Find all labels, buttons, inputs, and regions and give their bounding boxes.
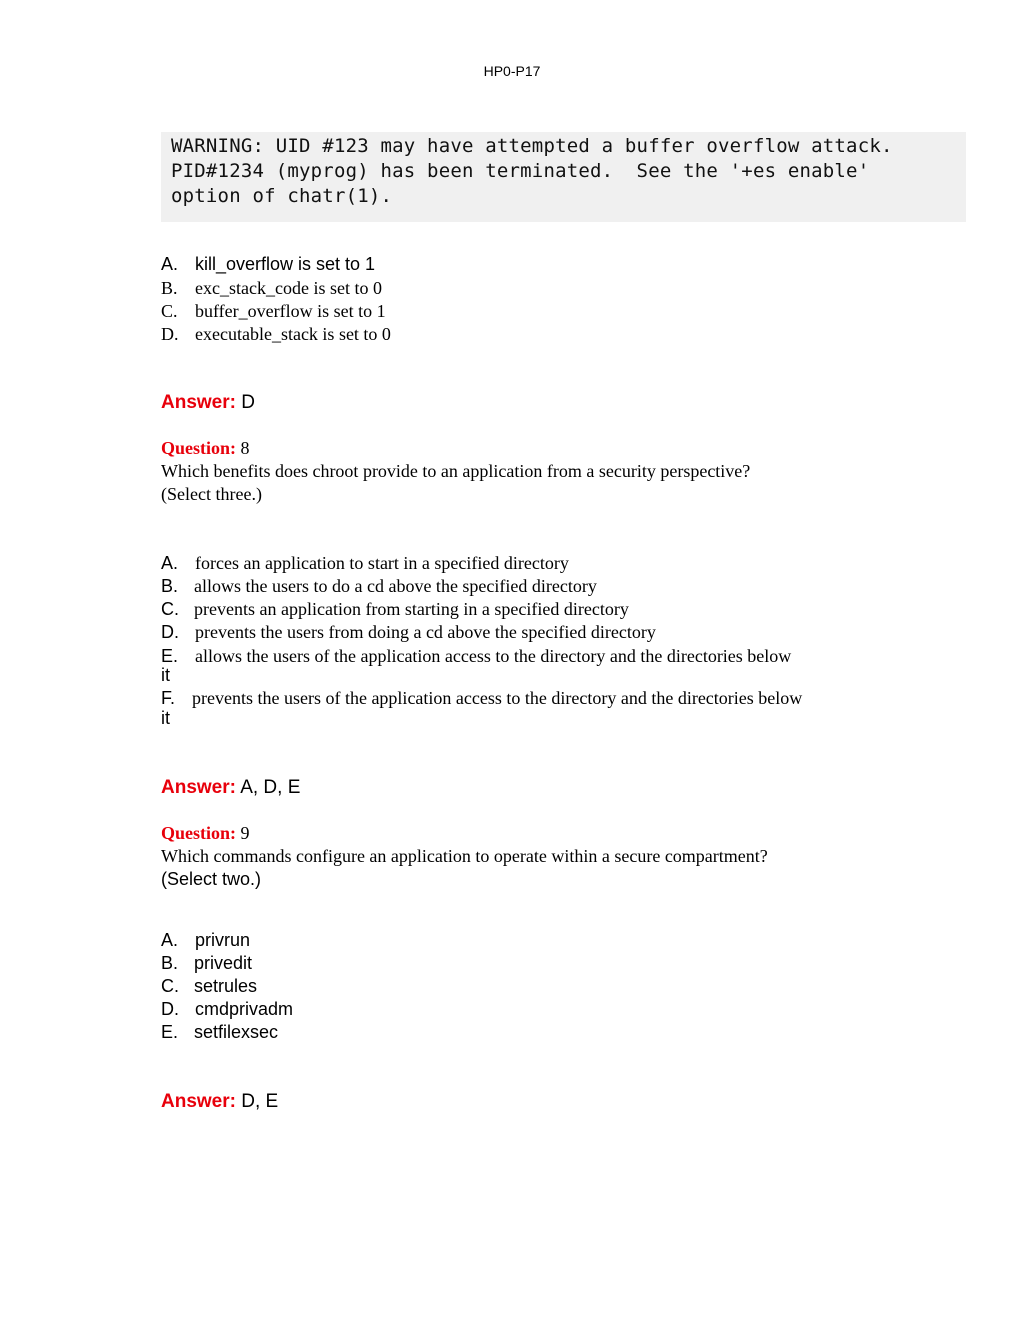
- option-e: E. setfilexsec: [161, 1022, 279, 1042]
- answer-8: Answer: A, D, E: [161, 777, 301, 798]
- option-c: C. setrules: [161, 976, 258, 996]
- question-number: 9: [240, 823, 250, 843]
- option-b: B. exc_stack_code is set to 0: [161, 278, 382, 298]
- option-a: A. kill_overflow is set to 1: [161, 254, 376, 274]
- option-c: C. prevents an application from starting in a specified directory: [161, 599, 629, 619]
- option-c: C. buffer_overflow is set to 1: [161, 301, 386, 321]
- warning-line: WARNING: UID #123 may have attempted a buffer overflow attack.: [171, 135, 893, 157]
- option-d: D. executable_stack is set to 0: [161, 324, 391, 344]
- answer-9: Answer: D, E: [161, 1091, 279, 1112]
- warning-line: PID#1234 (myprog) has been terminated. See the '+es enable': [171, 160, 870, 182]
- option-a: A. forces an application to start in a specified directory: [161, 553, 569, 573]
- option-f: F. prevents the users of the application access to the directory and the directories below: [161, 688, 803, 708]
- option-b: B. privedit: [161, 953, 253, 973]
- question-number: 8: [240, 438, 250, 458]
- option-e: E. allows the users of the application access to the directory and the directories below: [161, 646, 792, 666]
- question-select: (Select two.): [161, 869, 262, 889]
- warning-line: option of chatr(1).: [171, 185, 393, 207]
- option-d: D. prevents the users from doing a cd above the specified directory: [161, 622, 656, 642]
- option-b: B. allows the users to do a cd above the specified directory: [161, 576, 597, 596]
- option-a: A. privrun: [161, 930, 251, 950]
- question-label: Question:: [161, 438, 237, 458]
- question-select: (Select three.): [161, 484, 262, 504]
- option-d: D. cmdprivadm: [161, 999, 294, 1019]
- page-header: HP0-P17: [483, 63, 541, 79]
- option-e-wrap: it: [161, 665, 170, 685]
- question-text: Which commands configure an application to operate within a secure compartment?: [161, 846, 768, 866]
- question-text: Which benefits does chroot provide to an application from a security perspective?: [161, 461, 751, 481]
- warning-message-image: [161, 132, 966, 222]
- question-label: Question:: [161, 823, 237, 843]
- answer-7: Answer: D: [161, 392, 255, 413]
- option-f-wrap: it: [161, 708, 170, 728]
